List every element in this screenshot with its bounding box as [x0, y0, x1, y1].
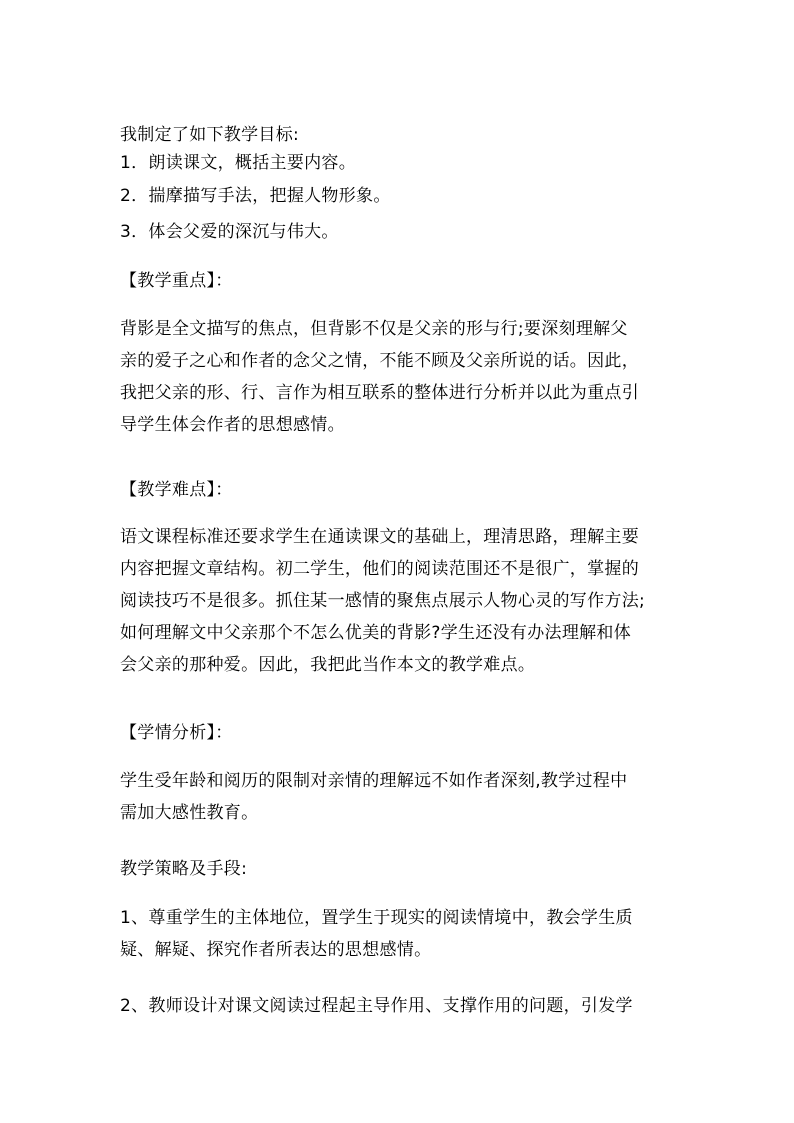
- strategy-line: 2、教师设计对课文阅读过程起主导作用、支撑作用的问题，引发学: [120, 996, 633, 1016]
- key-points-heading: 【教学重点】：: [120, 271, 233, 291]
- key-points-line: 背影是全文描写的焦点，但背影不仅是父亲的形与行;要深刻理解父: [120, 319, 628, 339]
- strategy-item-1: [120, 902, 680, 966]
- key-points-line: 我把父亲的形、行、言作为相互联系的整体进行分析并以此为重点引: [120, 383, 639, 403]
- difficulties-line: 如何理解文中父亲那个不怎么优美的背影?学生还没有办法理解和体: [120, 623, 632, 643]
- goal-item-3: 3．体会父爱的深沉与伟大。: [120, 222, 339, 242]
- key-points-line: 亲的爱子之心和作者的念父之情，不能不顾及父亲所说的话。因此，: [120, 351, 639, 371]
- analysis-heading: 【学情分析】：: [120, 723, 233, 743]
- difficulties-line: 会父亲的那种爱。因此，我把此当作本文的教学难点。: [120, 655, 536, 675]
- difficulties-line: 内容把握文章结构。初二学生，他们的阅读范围还不是很广，掌握的: [120, 559, 639, 579]
- difficulties-line: 阅读技巧不是很多。抓住某一感情的聚焦点展示人物心灵的写作方法;: [120, 591, 646, 611]
- difficulties-heading: 【教学难点】：: [120, 480, 233, 500]
- key-points-line: 导学生体会作者的思想感情。: [120, 415, 345, 435]
- strategy-heading: 教学策略及手段:: [120, 859, 248, 879]
- strategy-line: 疑、解疑、探究作者所表达的思想感情。: [120, 940, 432, 960]
- difficulties-line: 语文课程标准还要求学生在通读课文的基础上，理清思路，理解主要: [120, 527, 639, 547]
- analysis-paragraph: [120, 765, 680, 829]
- difficulties-paragraph: [120, 521, 680, 681]
- analysis-line: 学生受年龄和阅历的限制对亲情的理解远不如作者深刻,教学过程中: [120, 771, 628, 791]
- goal-item-2: 2．揣摩描写手法，把握人物形象。: [120, 186, 391, 206]
- key-points-paragraph: [120, 313, 680, 441]
- analysis-line: 需加大感性教育。: [120, 803, 259, 823]
- goal-item-1: 1．朗读课文，概括主要内容。: [120, 153, 357, 173]
- strategy-line: 1、尊重学生的主体地位，置学生于现实的阅读情境中，教会学生质: [120, 908, 633, 928]
- intro-text: 我制定了如下教学目标:: [120, 125, 300, 145]
- strategy-item-2: [120, 990, 680, 1022]
